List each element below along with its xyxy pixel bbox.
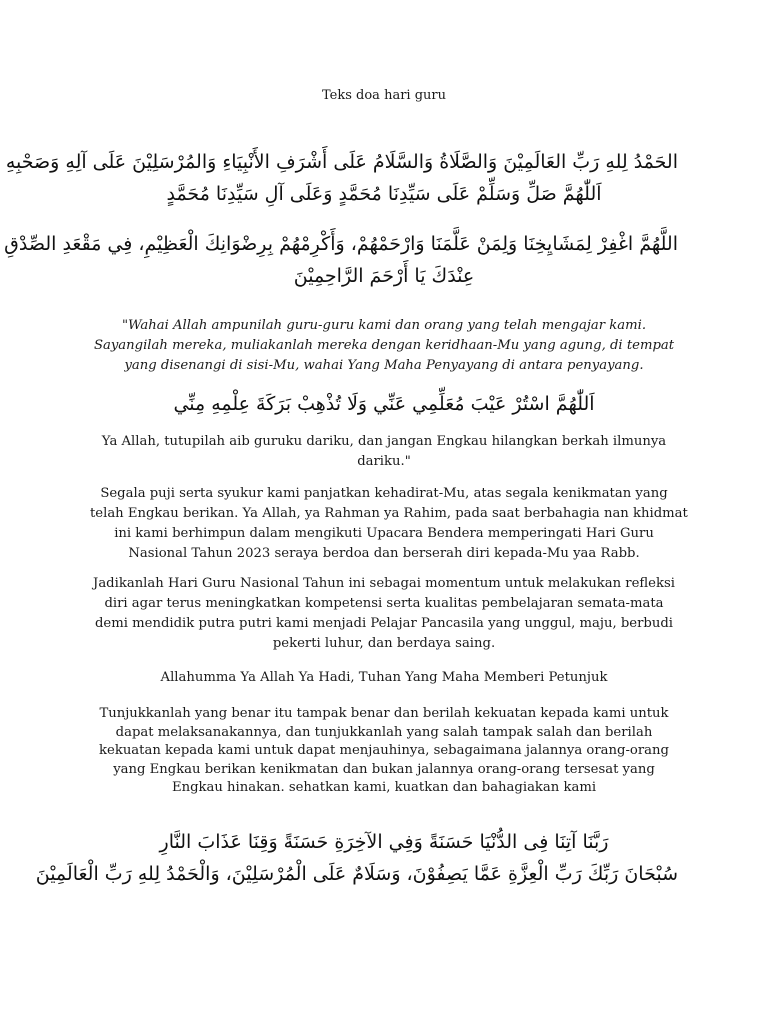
arabic-line: رَبَّنَا آتِنَا فِى الدُّنْيَا حَسَنَةً وَفِي الآخِرَةِ حَسَنَةً وَقِنَا عَذَابَ النَّارِ xyxy=(159,831,609,853)
text-line: yang disenangi di sisi-Mu, wahai Yang Maha Penyayang di antara penyayang. xyxy=(124,358,644,373)
text-line: Tunjukkanlah yang benar itu tampak benar dan berilah kekuatan kepada kami untuk xyxy=(99,706,669,721)
text-line: dariku." xyxy=(357,454,411,469)
arabic-forgiveness-prayer xyxy=(4,228,678,292)
arabic-line: سُبْحَانَ رَبِّكَ رَبِّ الْعِزَّةِ عَمَّا يَصِفُوْنَ، وَسَلَامٌ عَلَى الْمُرْسَلِيْنَ، وَالْحَمْدُ لِلهِ رَبِّ الْعَالَمِيْنَ xyxy=(35,863,678,885)
text-line: kekuatan kepada kami untuk dapat menjauhinya, sebagaimana jalannya orang-orang xyxy=(99,743,669,758)
arabic-line: عِنْدَكَ يَا أَرْحَمَ الرَّاحِمِيْنَ xyxy=(293,265,475,287)
text-line: Jadikanlah Hari Guru Nasional Tahun ini sebagai momentum untuk melakukan refleksi xyxy=(93,576,675,591)
text-line: "Wahai Allah ampunilah guru-guru kami dan orang yang telah mengajar kami. xyxy=(121,318,647,333)
text-line: telah Engkau berikan. Ya Allah, ya Rahman ya Rahim, pada saat berbahagia nan khidmat xyxy=(90,506,688,521)
paragraph-reflection xyxy=(90,574,678,654)
paragraph-guidance xyxy=(90,705,678,798)
arabic-line: الحَمْدُ لِلهِ رَبِّ العَالَمِيْنَ وَالصَّلَاةُ وَالسَّلَامُ عَلَى أَشْرَفِ الأَنْبِيَاءِ وَالمُرْسَلِيْنَ عَلَى آلِهِ وَصَحْبِهِ xyxy=(5,151,678,173)
arabic-line: اَللّٰهُمَّ اسْتُرْ عَيْبَ مُعَلِّمِي عَنِّي وَلَا تُذْهِبْ بَرَكَةَ عِلْمِهِ مِنِّي xyxy=(173,393,595,415)
text-line: Segala puji serta syukur kami panjatkan kehadirat-Mu, atas segala kenikmatan yang xyxy=(100,486,668,501)
arabic-opening-prayer xyxy=(5,146,678,210)
text-line: Sayangilah mereka, muliakanlah mereka dengan keridhaan-Mu yang agung, di tempat xyxy=(93,338,675,353)
text-line: Ya Allah, tutupilah aib guruku dariku, dan jangan Engkau hilangkan berkah ilmunya xyxy=(101,434,667,449)
arabic-line: اللَّهُمَّ اغْفِرْ لِمَشَايِخِنَا وَلِمَنْ عَلَّمَنَا وَارْحَمْهُمْ، وَأَكْرِمْهُمْ بِرِضْوَانِكَ الْعَظِيْمِ، فِي مَقْعَدِ الصِّدْقِ xyxy=(4,233,678,255)
text-line: diri agar terus meningkatkan kompetensi serta kualitas pembelajaran semata-mata xyxy=(104,596,664,611)
page-title: Teks doa hari guru xyxy=(322,88,446,103)
arabic-cover-prayer xyxy=(90,388,678,420)
text-line: yang Engkau berikan kenikmatan dan bukan jalannya orang-orang tersesat yang xyxy=(113,761,655,777)
text-line: pekerti luhur, dan berdaya saing. xyxy=(272,636,496,651)
translation-forgiveness xyxy=(90,316,678,376)
translation-cover xyxy=(90,432,678,472)
arabic-line: اَللّٰهُمَّ صَلِّ وَسَلِّمْ عَلَى سَيِّدِنَا مُحَمَّدٍ وَعَلَى آلِ سَيِّدِنَا مُحَمَّدٍ xyxy=(166,183,602,205)
text-line: Nasional Tahun 2023 seraya berdoa dan berserah diri kepada-Mu yaa Rabb. xyxy=(128,546,640,561)
text-line: Allahumma Ya Allah Ya Hadi, Tuhan Yang Maha Memberi Petunjuk xyxy=(160,670,608,685)
text-line: Engkau hinakan. sehatkan kami, kuatkan dan bahagiakan kami xyxy=(171,780,597,795)
invocation-line xyxy=(90,668,678,688)
text-line: dapat melaksanakannya, dan tunjukkanlah yang salah tampak salah dan berilah xyxy=(115,724,653,740)
text-line: ini kami berhimpun dalam mengikuti Upacara Bendera memperingati Hari Guru xyxy=(114,526,654,541)
paragraph-praise xyxy=(90,484,688,564)
arabic-closing-prayer xyxy=(35,826,678,890)
text-line: demi mendidik putra putri kami menjadi Pelajar Pancasila yang unggul, maju, berbudi xyxy=(94,616,673,631)
